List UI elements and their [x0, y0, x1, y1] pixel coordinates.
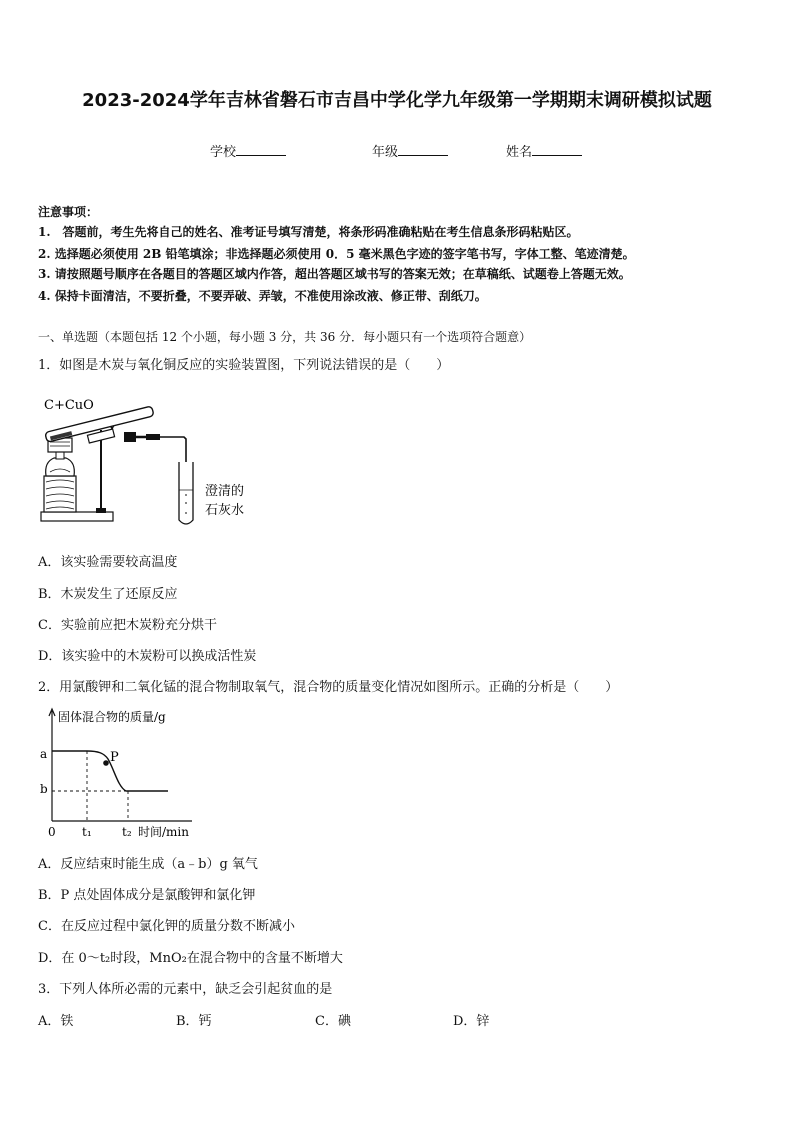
q1-stem: 1．如图是木炭与氧化铜反应的实验装置图，下列说法错误的是（ ）: [38, 358, 450, 373]
school-label: 学校: [210, 145, 237, 160]
name-label: 姓名: [506, 145, 533, 160]
y-tick-b: b: [40, 782, 48, 796]
section-heading: 一、单选题（本题包括 12 个小题，每小题 3 分，共 36 分．每小题只有一个选项符合题意）: [38, 330, 532, 344]
q1-apparatus-figure: [36, 392, 266, 527]
q2-option-c[interactable]: C．在反应过程中氯化钾的质量分数不断减小: [38, 919, 295, 934]
q3-stem: 3．下列人体所必需的元素中，缺乏会引起贫血的是: [38, 982, 333, 997]
point-p-label: P: [110, 750, 119, 765]
stand-base: [41, 512, 113, 521]
q3-option-c[interactable]: C．碘: [315, 1014, 351, 1029]
alcohol-lamp: [46, 458, 75, 476]
origin-label: 0: [48, 825, 56, 839]
q2-option-b[interactable]: B．P 点处固体成分是氯酸钾和氯化钾: [38, 888, 256, 903]
grade-label: 年级: [372, 145, 399, 160]
notice-item-2: 2. 选择题必须使用 2B 铅笔填涂；非选择题必须使用 0．5 毫米黑色字迹的签字笔书写，字体工整、笔迹清楚。: [38, 247, 635, 261]
y-axis-label: 固体混合物的质量/g: [58, 710, 166, 724]
grade-field: [372, 141, 448, 160]
notice-item-3: 3. 请按照题号顺序在各题目的答题区域内作答，超出答题区域书写的答案无效；在草稿纸、试题卷上答题无效。: [38, 267, 631, 281]
limewater-label-1: 澄清的: [205, 484, 245, 499]
limewater-label-2: 石灰水: [205, 503, 245, 518]
q2-option-a[interactable]: A．反应结束时能生成（a﹣b）g 氧气: [38, 857, 258, 872]
x-tick-t2: t₂: [122, 825, 132, 839]
notice-item-4: 4. 保持卡面清洁，不要折叠，不要弄破、弄皱，不准使用涂改液、修正带、刮纸刀。: [38, 289, 487, 303]
name-blank: [532, 143, 582, 156]
q1-option-a[interactable]: A．该实验需要较高温度: [38, 555, 178, 570]
y-tick-a: a: [40, 747, 48, 761]
notice-item-1: 1. 答题前，考生先将自己的姓名、准考证号填写清楚，将条形码准确粘贴在考生信息条形码粘贴区。: [38, 225, 579, 239]
point-p: [103, 760, 109, 766]
page-title: 2023-2024学年吉林省磐石市吉昌中学化学九年级第一学期期末调研模拟试题: [82, 90, 712, 111]
q1-option-b[interactable]: B．木炭发生了还原反应: [38, 587, 178, 602]
x-axis-label: 时间/min: [138, 825, 189, 839]
q3-option-b[interactable]: B．钙: [176, 1014, 212, 1029]
q1-reagent-label: C+CuO: [44, 398, 94, 413]
q1-option-d[interactable]: D．该实验中的木炭粉可以换成活性炭: [38, 649, 257, 664]
name-field: [506, 141, 582, 160]
q3-option-d[interactable]: D．锌: [453, 1014, 490, 1029]
q3-option-a[interactable]: A．铁: [38, 1014, 74, 1029]
q2-mass-graph: [36, 705, 206, 840]
q1-option-c[interactable]: C．实验前应把木炭粉充分烘干: [38, 618, 217, 633]
notice-heading: 注意事项：: [38, 205, 99, 219]
x-tick-t1: t₁: [82, 825, 92, 839]
school-field: [210, 141, 286, 160]
q2-option-d[interactable]: D．在 0～t₂时段，MnO₂在混合物中的含量不断增大: [38, 951, 343, 966]
limewater-tube: [179, 462, 193, 524]
stopper: [124, 432, 136, 442]
q2-stem: 2．用氯酸钾和二氧化锰的混合物制取氧气，混合物的质量变化情况如图所示。正确的分析是（ ）: [38, 680, 619, 695]
grade-blank: [398, 143, 448, 156]
school-blank: [236, 143, 286, 156]
